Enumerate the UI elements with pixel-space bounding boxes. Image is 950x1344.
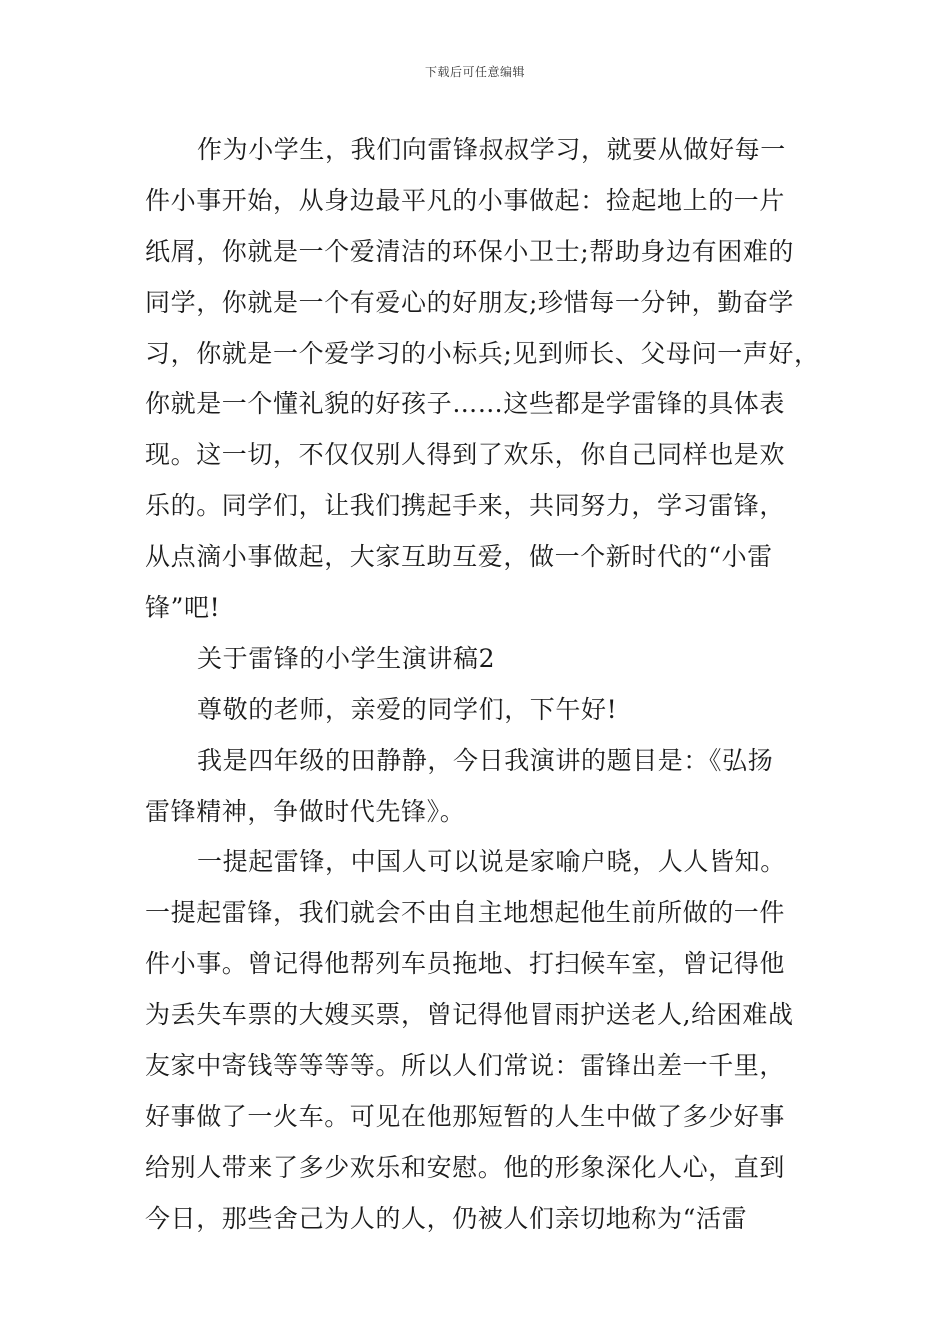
paragraph-line: 你就是一个懂礼貌的好孩子……这些都是学雷锋的具体表 — [145, 389, 786, 419]
paragraph-line: 友家中寄钱等等等等。所以人们常说：雷锋出差一千里， — [145, 1051, 786, 1081]
paragraph-line: 件小事。曾记得他帮列车员拖地、打扫候车室，曾记得他 — [145, 949, 786, 979]
paragraph-line: 好事做了一火车。可见在他那短暂的人生中做了多少好事 — [145, 1101, 786, 1131]
paragraph-line: 给别人带来了多少欢乐和安慰。他的形象深化人心，直到 — [145, 1152, 786, 1182]
paragraph-line: 件小事开始，从身边最平凡的小事做起：捡起地上的一片 — [145, 185, 786, 215]
section-title: 关于雷锋的小学生演讲稿2 — [197, 643, 496, 673]
greeting-line: 尊敬的老师，亲爱的同学们，下午好! — [197, 694, 618, 724]
paragraph-line: 为丢失车票的大嫂买票，曾记得他冒雨护送老人,给困难战 — [145, 1000, 794, 1030]
body-text — [145, 125, 820, 1245]
paragraph-line: 从点滴小事做起，大家互助互爱，做一个新时代的“小雷 — [145, 542, 773, 572]
paragraph-line: 现。这一切，不仅仅别人得到了欢乐，你自己同样也是欢 — [145, 440, 786, 470]
paragraph-line: 我是四年级的田静静，今日我演讲的题目是：《弘扬 — [197, 745, 774, 775]
page-header: 下载后可任意编辑 — [424, 65, 525, 79]
paragraph-line: 一提起雷锋，我们就会不由自主地想起他生前所做的一件 — [145, 898, 786, 928]
paragraph-line: 作为小学生，我们向雷锋叔叔学习，就要从做好每一 — [197, 135, 786, 164]
paragraph-line: 锋”吧! — [145, 593, 221, 623]
paragraph-line: 同学，你就是一个有爱心的好朋友;珍惜每一分钟，勤奋学 — [145, 287, 795, 317]
paragraph-line: 乐的。同学们，让我们携起手来，共同努力，学习雷锋， — [145, 491, 786, 521]
paragraph-line: 今日，那些舍己为人的人，仍被人们亲切地称为“活雷 — [145, 1203, 748, 1233]
paragraph-line: 纸屑，你就是一个爱清洁的环保小卫士;帮助身边有困难的 — [145, 236, 795, 266]
paragraph-line: 雷锋精神，争做时代先锋》。 — [145, 796, 466, 826]
paragraph-line: 一提起雷锋，中国人可以说是家喻户晓，人人皆知。 — [197, 847, 786, 877]
paragraph-line: 习，你就是一个爱学习的小标兵;见到师长、父母问一声好， — [145, 338, 820, 368]
